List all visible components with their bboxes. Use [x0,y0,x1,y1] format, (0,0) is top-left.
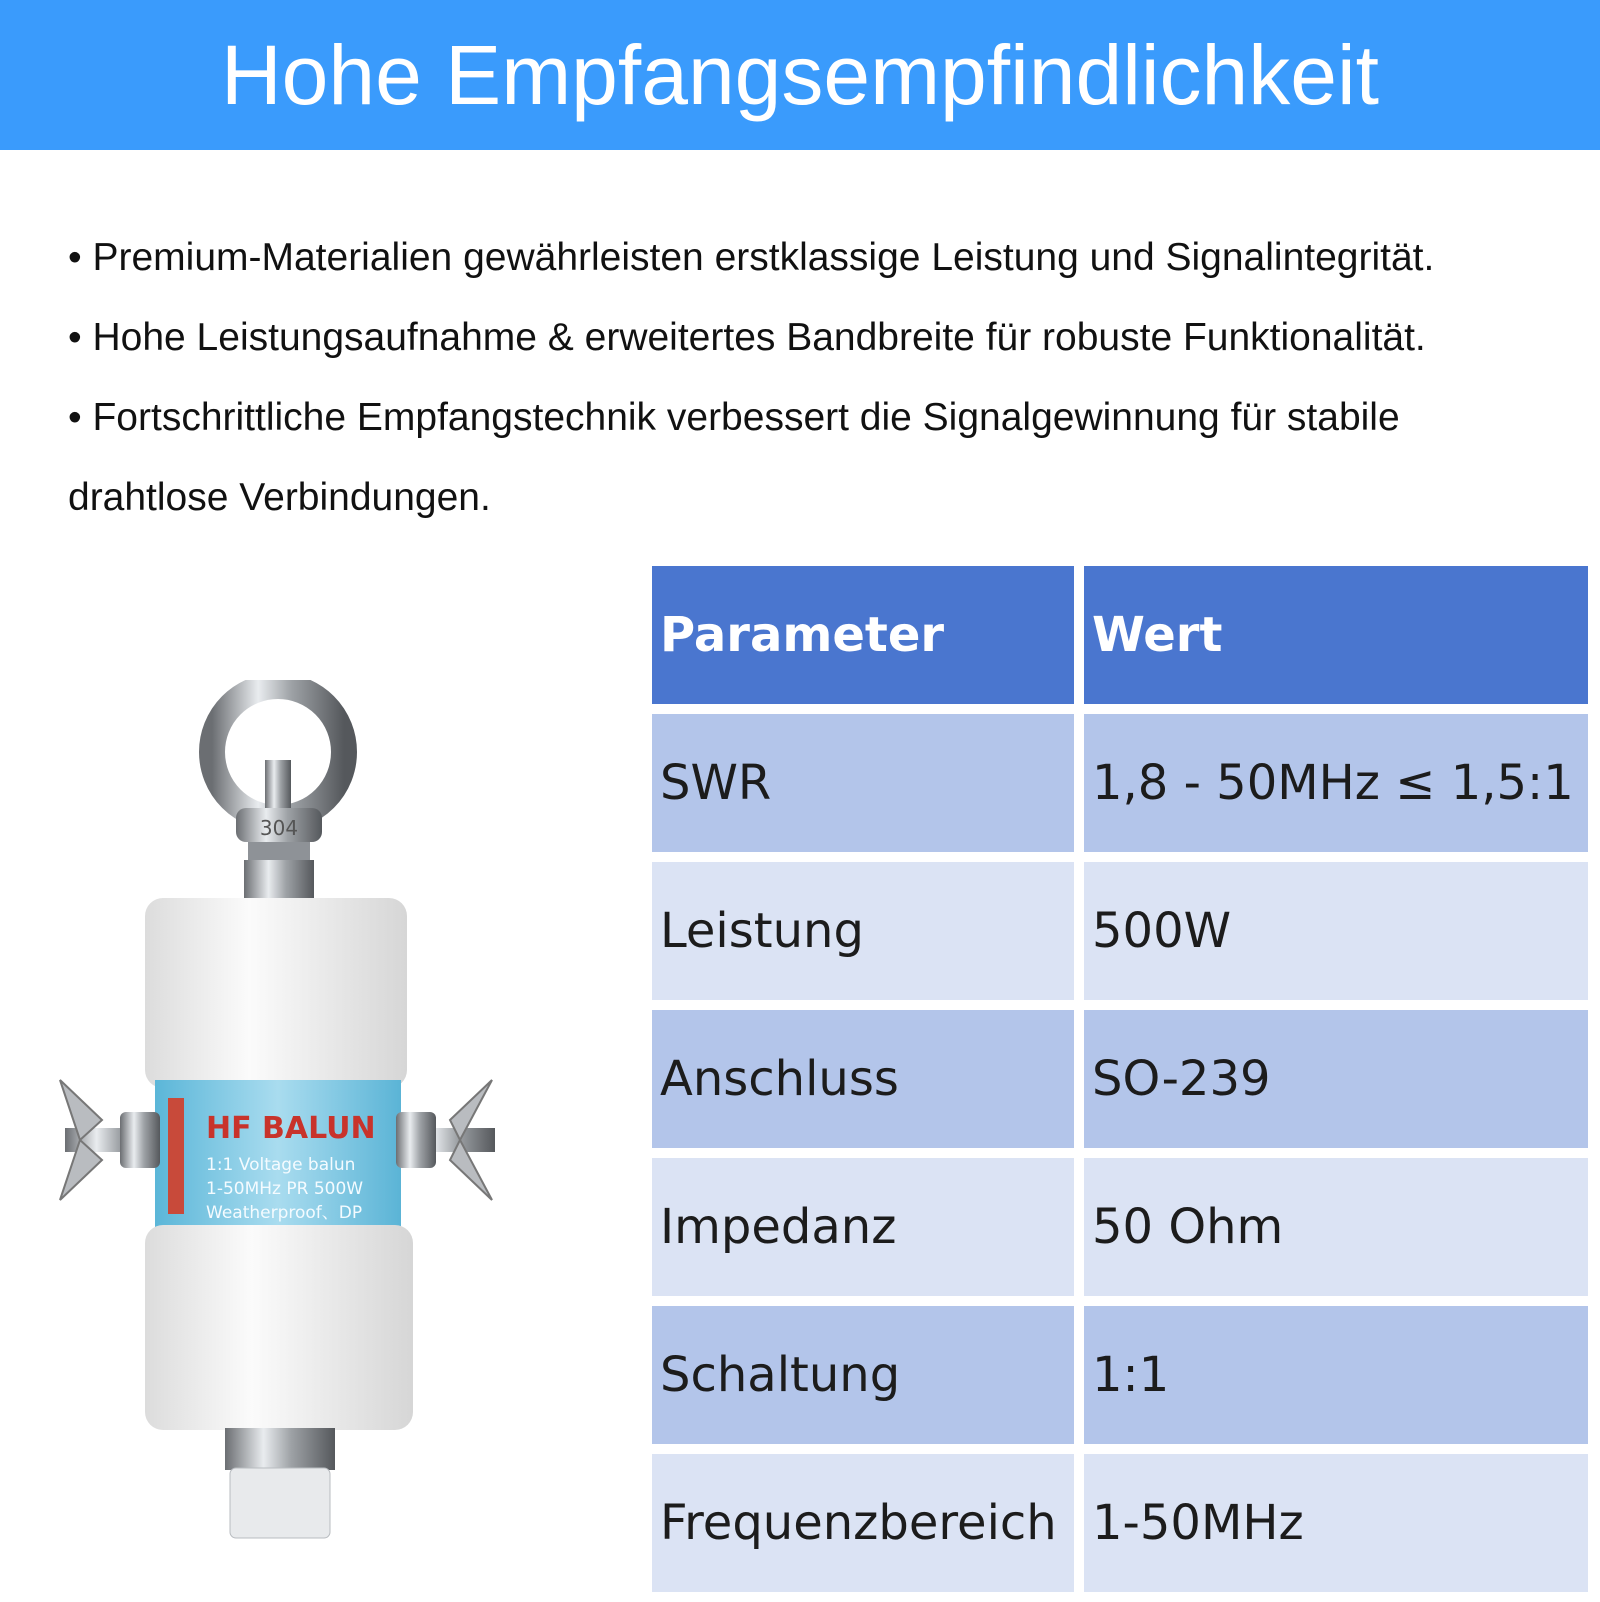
table-header-row [652,566,1588,704]
table-header: Parameter [652,566,1074,704]
table-row [652,1306,1588,1444]
svg-text:1-50MHz PR 500W: 1-50MHz PR 500W [206,1179,364,1199]
table-cell: Frequenzbereich [652,1454,1074,1592]
spec-table [642,556,1598,1602]
balun-body-top [145,898,407,1088]
balun-product-image [40,680,560,1600]
feature-list [68,218,1568,538]
table-cell: Impedanz [652,1158,1074,1296]
table-cell: Schaltung [652,1306,1074,1444]
svg-text:1:1 Voltage balun: 1:1 Voltage balun [206,1155,356,1175]
table-row [652,1158,1588,1296]
svg-text:Weatherproof、DP: Weatherproof、DP [206,1203,363,1223]
svg-text:HF BALUN: HF BALUN [206,1111,376,1146]
table-row [652,1454,1588,1592]
table-row [652,1010,1588,1148]
feature-item: • Fortschrittliche Empfangstechnik verbessert die Signalgewinnung für stabile drahtlose Verbindungen. [68,396,1400,519]
table-cell: SO-239 [1084,1010,1588,1148]
nut-mark: 304 [259,816,299,840]
page-title: Hohe Empfangsempfindlichkeit [221,27,1379,122]
table-row [652,862,1588,1000]
table-row [652,714,1588,852]
table-cell: 1:1 [1084,1306,1588,1444]
so239-connector [225,1428,335,1470]
feature-item: • Hohe Leistungsaufnahme & erweitertes Bandbreite für robuste Funktionalität. [68,316,1426,359]
table-cell: SWR [652,714,1074,852]
table-cell: 500W [1084,862,1588,1000]
table-cell: Anschluss [652,1010,1074,1148]
table-cell: 1,8 - 50MHz ≤ 1,5:1 [1084,714,1588,852]
table-cell: 50 Ohm [1084,1158,1588,1296]
table-header: Wert [1084,566,1588,704]
table-cell: Leistung [652,862,1074,1000]
header-banner [0,0,1600,150]
table-cell: 1-50MHz [1084,1454,1588,1592]
feature-item: • Premium-Materialien gewährleisten erstklassige Leistung und Signalintegrität. [68,236,1435,279]
balun-body-bottom [145,1225,413,1430]
